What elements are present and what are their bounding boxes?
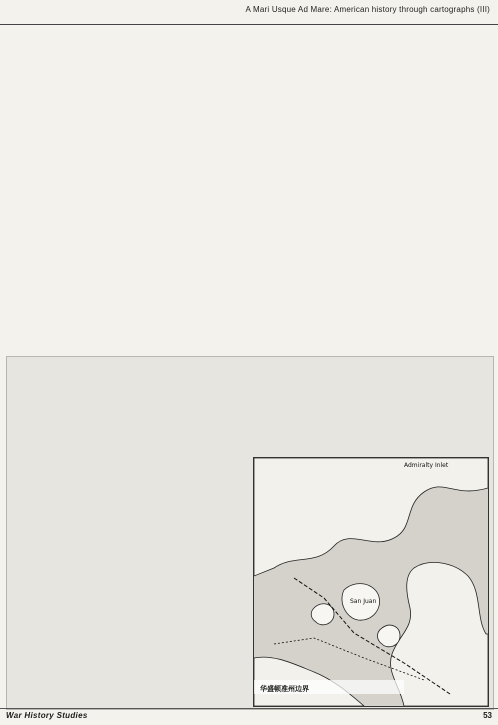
journal-name: War History Studies [6,711,88,720]
san-juan-map [253,457,489,707]
map-label-boundary: 华盛顿准州边界 [260,685,309,693]
body-column-2 [171,33,323,353]
map-label-island: San Juan [350,598,377,605]
sidebar-box [6,356,494,710]
sidebar-text-right [253,363,485,453]
body-column-1 [8,33,160,353]
page-number: 53 [483,711,492,720]
running-header-text: A Mari Usque Ad Mare: American history through cartographs (III) [245,5,490,14]
running-header [0,0,498,25]
map-graphic [254,458,488,706]
page-footer [0,708,498,725]
sidebar-text-left [15,379,241,705]
map-label-inlet: Admiralty Inlet [404,462,449,469]
body-column-3 [335,33,491,353]
